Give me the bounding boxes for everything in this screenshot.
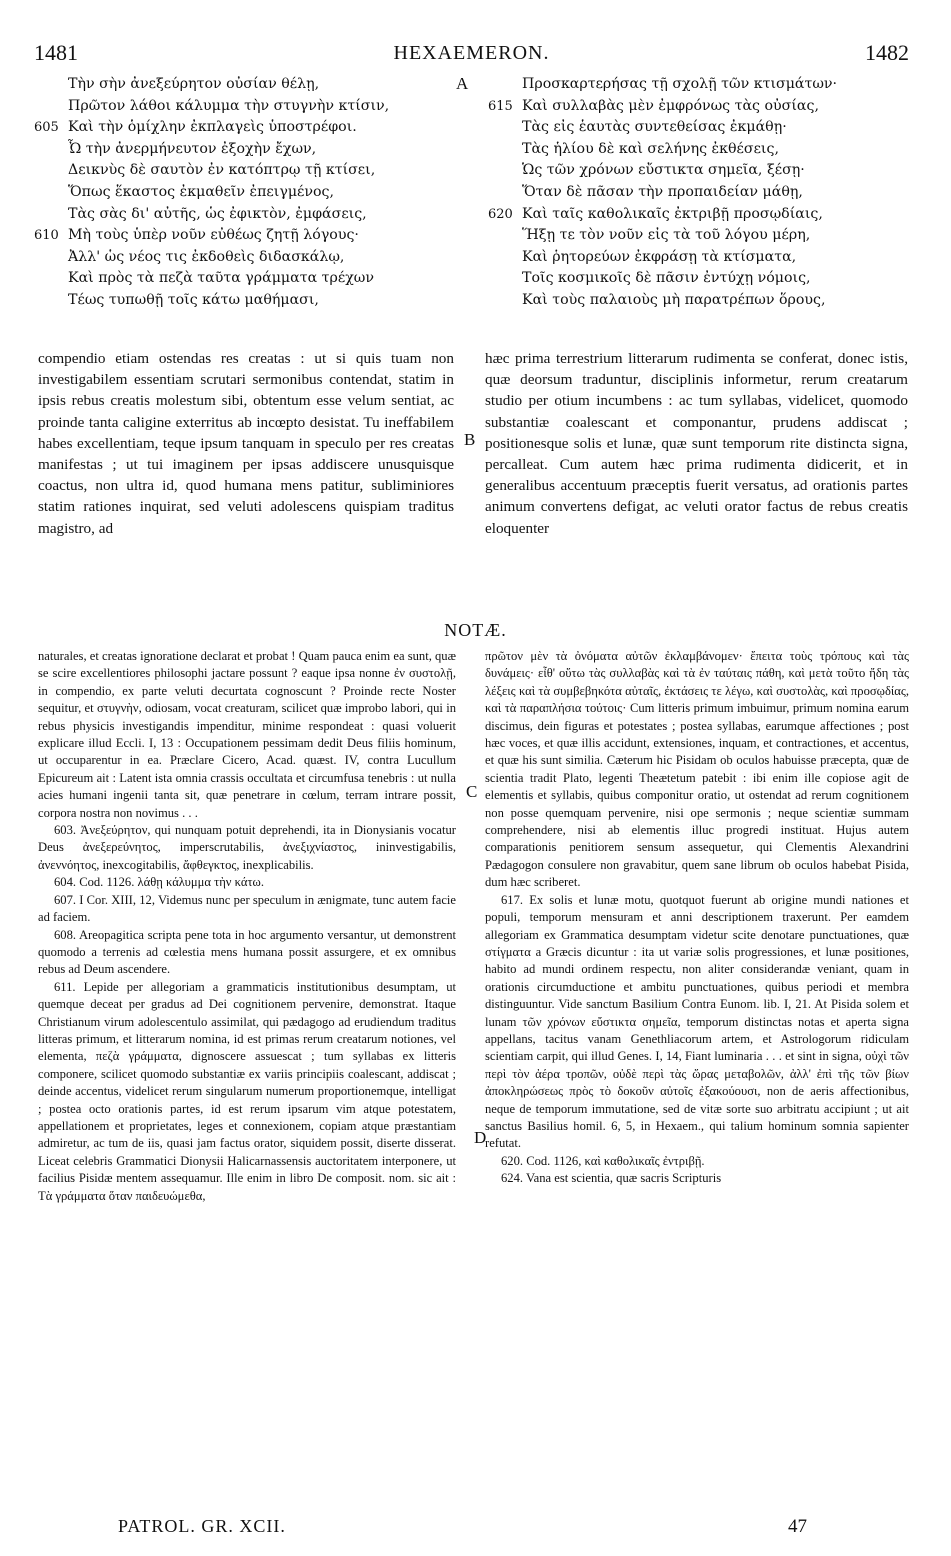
verse-text: Καὶ ταῖς καθολικαῖς ἐκτριβῇ προσῳδίαις,: [522, 205, 823, 222]
verse-number: [34, 247, 68, 269]
verse-text: Καὶ πρὸς τὰ πεζὰ ταῦτα γράμματα τρέχων: [68, 270, 374, 287]
verse-line: [34, 117, 459, 139]
margin-marker-a: A: [456, 74, 469, 93]
verse-line: [488, 117, 908, 139]
verse-number: 620: [488, 206, 513, 222]
column-number-right: 1482: [865, 40, 909, 65]
verse-text: Ὅταν δὲ πᾶσαν τὴν προπαιδείαν μάθῃ,: [522, 183, 803, 200]
gathering-number: 47: [788, 1516, 807, 1537]
verse-line: [488, 96, 908, 118]
verse-line: [34, 182, 459, 204]
verse-text: Τοῖς κοσμικοῖς δὲ πᾶσιν ἐντύχῃ νόμοις,: [522, 270, 811, 287]
verse-line: [34, 74, 459, 96]
verse-line: [488, 247, 908, 269]
note-paragraph: 617. Ex solis et lunæ motu, quotquot fuerunt ab origine mundi nationes et populi, temporum mensuram et anni descriptionem traxerunt. Per eamdem allegoriam ex Grammatica desumptam videtur scite denotare punctuationes, quæ στίγματα a Græcis dicuntur : ita ut variæ solis progressiones, et lunæ positiones, habito ad mundi ordinem respectu, non aliter considerandæ veniant, quam in orationis circumductione et ambitu punctuationes, quibus periodi et membra distinguuntur. Vide sanctum Basilium Contra Eunom. lib. I, 21. At Pisida solem et lunam τῶν χρόνων εὔστικτα σημεῖα, temporum distinctas notas et aperta signa appellans, tacitus vanam Genethliacorum artem, et Astrologorum ridiculam scientiam carpit, qui illud Genes. I, 14, Fiant luminaria . . . et sint in signa, οὐχὶ τῶν περὶ τὸν ἀέρα τροπῶν, οὐδὲ περὶ τὰς ὥρας μεταβολῶν, ἀλλ' ἐπὶ τῆς τῶν βίων ἀποκληρώσεως πρὸς τὸ δοκοῦν αὐτοῖς ἐξακούουσι, non de aeris affectionibus, neque de temporum immutatione, sed de vitæ sorte suo arbitratu accipiunt ; ut ait sanctus Basilius homil. 6, 5, in Hexaem., qui talium hominum somnia sapienter refutat.: [485, 892, 909, 1151]
note-paragraph: 603. Ἀνεξεύρητον, qui nunquam potuit deprehendi, ita in Dionysianis vocatur Deus ἀνεξερεύνητος, imperscrutabilis, ἀνεξιχνίαστος, ininvestigabilis, ἀνεννόητος, inexcogitabilis, ἄφθεγκτος, inexplicabilis.: [38, 823, 456, 872]
verse-number: [488, 117, 522, 139]
notes-heading: NOTÆ.: [444, 620, 507, 640]
verse-text: Τὰς ἡλίου δὲ καὶ σελήνης ἐκθέσεις,: [522, 140, 779, 157]
verse-line: [34, 268, 459, 290]
verse-number: [34, 182, 68, 204]
notes-column-right: [485, 648, 909, 1188]
verse-line: [34, 96, 459, 118]
verse-line: [488, 74, 908, 96]
verse-text: Καὶ τοὺς παλαιοὺς μὴ παρατρέπων ὅρους,: [522, 291, 826, 308]
verse-text: Ἥξῃ τε τὸν νοῦν εἰς τὰ τοῦ λόγου μέρη,: [522, 227, 811, 244]
note-paragraph: 607. I Cor. XIII, 12, Videmus nunc per speculum in ænigmate, tunc autem facie ad faciem.: [38, 892, 456, 925]
column-number-left: 1481: [34, 40, 78, 65]
notes-column-left: [38, 648, 456, 1205]
greek-verse-right: [488, 74, 908, 312]
note-paragraph: 604. Cod. 1126. λάθῃ κάλυμμα τὴν κάτω.: [54, 875, 264, 890]
verse-number: [488, 74, 522, 96]
verse-text: Προσκαρτερήσας τῇ σχολῇ τῶν κτισμάτων·: [522, 76, 838, 92]
latin-translation-left: compendio etiam ostendas res creatas : ut si quis tuam non investigabilem essentiam scrutari sermonibus contendat, statim in ipsis rebus creatis molestum sibi, obtentum esse velum sentiat, ac proinde tanta caligine exterritus ab incœpto desistat. Tu ineffabilem habes excellentiam, teque ipsum tanquam in speculo per res creatas manifestas ; ut tui imaginem per ipsas addiscere unusquisque coactus, non ultra id, quod humana mens patitur, subliminiores statim rationes inquirat, sed veluti adolescens quispiam traditus magistro, ad: [38, 350, 454, 537]
verse-number: [488, 268, 522, 290]
verse-line: [488, 182, 908, 204]
verse-number: [34, 74, 68, 96]
note-paragraph: 608. Areopagitica scripta pene tota in hoc argumento versantur, ut demonstrent quomodo a terrenis ad cœlestia mens humana possit assurgere, et ex omnibus rebus ad Deum ascendere.: [38, 927, 456, 977]
verse-line: [34, 225, 459, 247]
note-paragraph: 624. Vana est scientia, quæ sacris Scripturis: [501, 1171, 722, 1186]
verse-number: [34, 139, 68, 161]
margin-marker-b: B: [464, 430, 476, 449]
verse-text: Ὡς τῶν χρόνων εὔστικτα σημεῖα, ξέσῃ·: [522, 162, 805, 179]
verse-number: 615: [488, 98, 513, 114]
note-paragraph: πρῶτον μὲν τὰ ὀνόματα αὐτῶν ἐκλαμβάνομεν· ἔπειτα τοὺς τρόπους καὶ τὰς δυνάμεις· εἶθ' οὕτω τὰς συλλαβὰς καὶ τὰ ἐν ταύταις πάθη, καὶ μετὰ τοῦτο ἤδη τὰς λέξεις καὶ τὰ συμβεβηκότα αὐταῖς, ἐκτάσεις τε λέγω, καὶ συστολὰς, καὶ προσῳδίας, καὶ τὰ παραπλήσια τούτοις· Cum litteris primum imbuimur, primum nomina earum discimus, dein figuras et potestates ; postea syllabas, earumque affectiones ; post hæc voces, et quæ illis accidunt, extensiones, inquam, et contractiones, et accentus, et quæ his sunt similia. Cæterum hic Pisidam ob oculos habuisse præcepta, quæ de scientia tradit Plato, legenti Theætetum patebit : ibi enim ille copiose agit de elementis et syllabis, quibus componitur oratio, ut ostendat ad rerum cognitionem non posse quemquam pervenire, nisi ope sermonis ; neque scientiæ summam comprehendere, nisi ab elementis illuc progredi instituat. Hujus autem comparationis penitiorem sensum assequetur, qui Clementis Alexandrini Pædagogon consulere non gravabitur, quem sane librum ob oculos habebat Pisida, dum hæc scriberet.: [485, 649, 909, 890]
greek-verse-left: [34, 74, 459, 312]
verse-number: [488, 160, 522, 182]
verse-number: [34, 96, 68, 118]
verse-number: [34, 160, 68, 182]
verse-line: [488, 204, 908, 226]
margin-marker-c: C: [466, 782, 478, 801]
verse-line: [488, 290, 908, 312]
series-signature: PATROL. GR. XCII.: [118, 1516, 286, 1536]
verse-number: [34, 204, 68, 226]
running-title: HEXAEMERON.: [393, 42, 550, 64]
verse-number: [488, 139, 522, 161]
verse-line: [34, 290, 459, 312]
verse-number: 605: [34, 120, 59, 136]
verse-line: [488, 160, 908, 182]
verse-line: [34, 139, 459, 161]
margin-marker-d: D: [474, 1128, 487, 1147]
verse-text: Ὦ τὴν ἀνερμήνευτον ἐξοχὴν ἔχων,: [68, 140, 317, 157]
verse-text: Καὶ συλλαβὰς μὲν ἐμφρόνως τὰς οὐσίας,: [522, 97, 819, 114]
verse-text: Μὴ τοὺς ὑπὲρ νοῦν εὐθέως ζητῇ λόγους·: [68, 227, 359, 244]
verse-number: [34, 268, 68, 290]
verse-number: [488, 290, 522, 312]
verse-text: Καὶ τὴν ὁμίχλην ἐκπλαγεὶς ὑποστρέφοι.: [68, 119, 357, 136]
verse-number: [488, 225, 522, 247]
latin-translation-right: hæc prima terrestrium litterarum rudimenta se conferat, donec istis, quæ deorsum traduntur, disciplinis informetur, rerum creatarum studio per otium incumbens : ac tum syllabas, videlicet, quomodo substantiæ coalescant et componantur, prudens addiscat ; positionesque solis et lunæ, quæ sunt temporum rite distincta signa, percalleat. Cum autem hæc prima rudimenta didicerit, et in generalibus accentuum præceptis fuerit versatus, ad orationis partes animum convertens defigat, ac veluti orator factus de rebus creatis eloquenter: [485, 350, 908, 537]
verse-line: [488, 268, 908, 290]
note-paragraph: 611. Lepide per allegoriam a grammaticis institutionibus desumptam, ut quemque deceat per gradus ad Dei cognitionem pervenire, demonstrat. Itaque Christianum virum adolescentulo assimilat, qui pædagogo ad erudiendum traditus litteras primum, et litterarum nomina, id est primas rerum creatarum notiones, vel elementa, πεζὰ γράμματα, dignoscere assuescat ; tum syllabas ex litteris componere, scilicet quomodo substantiæ ex variis principiis coalescant, addiscat ; deinde accentus, videlicet rerum singularum numerum proportionemque, intelligat ; postea octo orationis partes, id est rerum ipsarum vim atque potestatem, appellationem et proprietates, leges et connexionem, copiam atque præstantiam admiretur, ac tum de iis, quasi jam factus orator, siquidem possit, diserte disserat. Liceat celebris Grammatici Dionysii Halicarnassensis auctoritatem interponere, ut facilius Pisidæ mentem assequamur. Ille enim in libro De composit. nom. sic ait : Τὰ γράμματα ὅταν παιδευώμεθα,: [38, 979, 456, 1203]
verse-text: Καὶ ῥητορεύων ἐκφράσῃ τὰ κτίσματα,: [522, 248, 797, 265]
page-footer: [0, 1516, 951, 1546]
verse-text: Ὅπως ἕκαστος ἐκμαθεῖν ἐπειγμένος,: [68, 183, 335, 200]
verse-number: [488, 247, 522, 269]
verse-text: Τὰς εἰς ἑαυτὰς συντεθείσας ἐκμάθῃ·: [522, 119, 787, 136]
note-paragraph: 620. Cod. 1126, καὶ καθολικαῖς ἐντριβῇ.: [501, 1153, 705, 1168]
note-paragraph: naturales, et creatas ignoratione declarat et probat ! Quam pauca enim ea sunt, quæ se scire excellentiores philosophi jactare possunt ? eaque ipsa nonne ἐν συστολῇ, in compendio, ex parte veluti decurtata cognoscunt ? Proinde recte Noster sequitur, et στυγνὴν, odiosam, vocat creaturam, scilicet quæ improbo labori, qui in rebus physicis investigandis impenditur, minime respondeat : quasi voluerit explicare illud Eccli. I, 13 : Occupationem pessimam dedit Deus filiis hominum, ut occuparentur in ea. Præclare Cicero, Acad. quæst. IV, contra Lucullum Epicureum ait : Latent ista omnia crassis occultata et circumfusa tenebris : ut nulla acies humani ingenii tanta sit, quæ penetrare in cœlum, terram intrare possit, corpora nostra non novimus . . .: [38, 649, 456, 820]
verse-number: [34, 290, 68, 312]
verse-text: Τὰς σὰς δι' αὐτῆς, ὡς ἐφικτὸν, ἐμφάσεις,: [68, 205, 367, 222]
verse-number: [488, 182, 522, 204]
verse-text: Ἀλλ' ὡς νέος τις ἐκδοθεὶς διδασκάλῳ,: [68, 248, 345, 265]
verse-line: [34, 160, 459, 182]
verse-line: [34, 204, 459, 226]
verse-line: [488, 225, 908, 247]
running-header: [34, 40, 909, 70]
verse-text: Τέως τυπωθῇ τοῖς κάτω μαθήμασι,: [68, 291, 319, 308]
verse-number: 610: [34, 228, 59, 244]
verse-line: [34, 247, 459, 269]
verse-line: [488, 139, 908, 161]
verse-text: Πρῶτον λάθοι κάλυμμα τὴν στυγνὴν κτίσιν,: [68, 97, 390, 114]
verse-text: Τὴν σὴν ἀνεξεύρητον οὐσίαν θέλῃ,: [68, 76, 320, 92]
verse-text: Δεικνὺς δὲ σαυτὸν ἐν κατόπτρῳ τῇ κτίσει,: [68, 162, 376, 179]
